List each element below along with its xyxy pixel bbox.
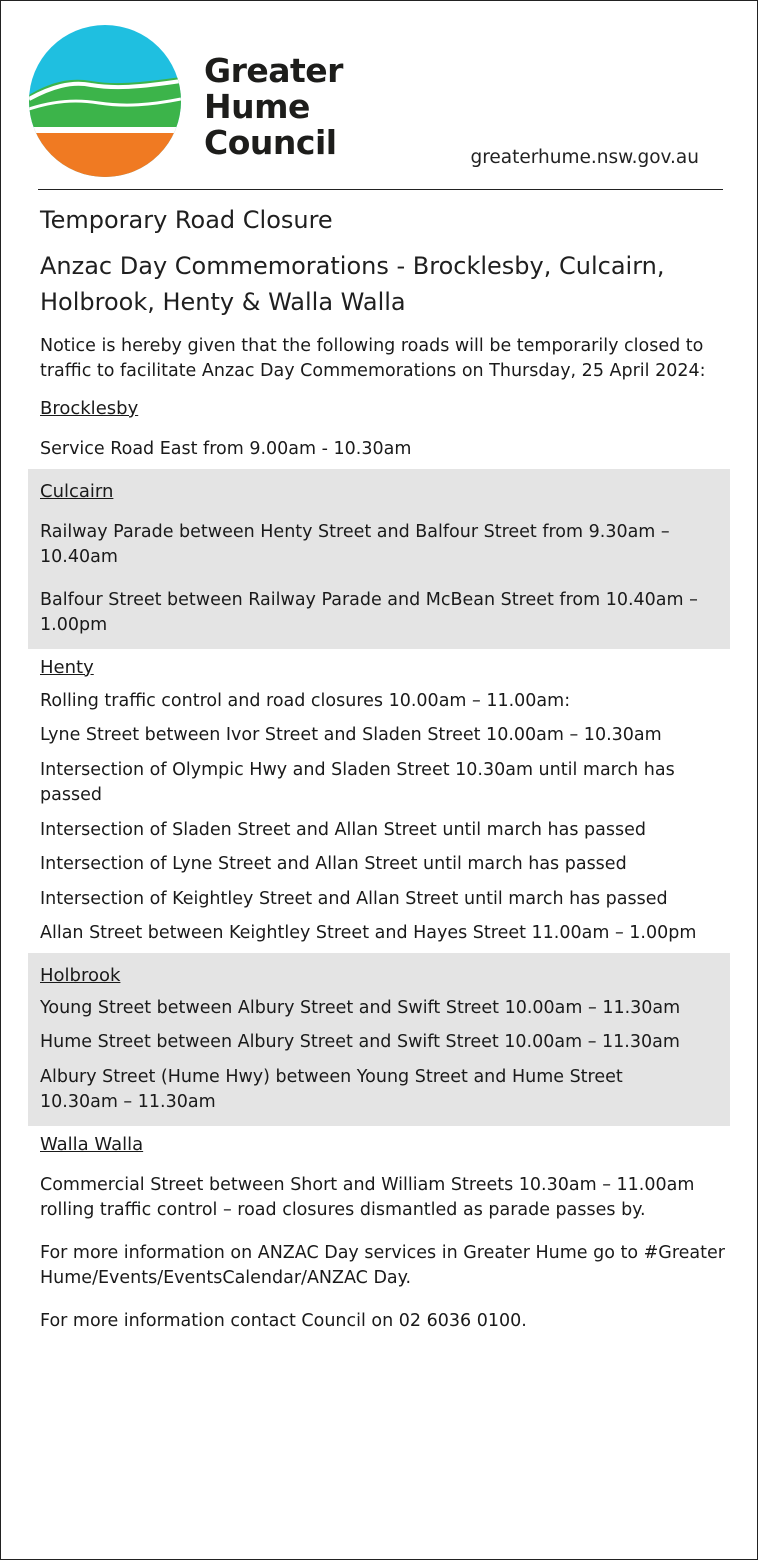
section-heading: Culcairn [40, 480, 114, 502]
closure-line: Railway Parade between Henty Street and Balfour Street from 9.30am – 10.40am [40, 521, 670, 567]
closure-line: Hume Street between Albury Street and Swift Street 10.00am – 11.30am [40, 1032, 680, 1052]
council-logo-icon [29, 25, 181, 177]
closure-line: Albury Street (Hume Hwy) between Young Street and Hume Street 10.30am – 11.30am [40, 1066, 623, 1112]
notice-content [1, 197, 757, 1334]
section-heading: Holbrook [40, 964, 121, 986]
section-brocklesby [1, 384, 757, 469]
section-heading: Henty [40, 656, 94, 678]
closure-line: Service Road East from 9.00am - 10.30am [40, 439, 412, 459]
wordmark-line-1: Greater [204, 51, 343, 90]
wordmark-line-3: Council [204, 123, 337, 162]
closure-line: Young Street between Albury Street and Swift Street 10.00am – 11.30am [40, 997, 681, 1018]
section-heading: Walla Walla [40, 1133, 144, 1155]
closure-line: Rolling traffic control and road closures 10.00am – 11.00am: [40, 690, 571, 711]
section-holbrook [28, 953, 730, 1126]
website-link[interactable]: greaterhume.nsw.gov.au [470, 147, 699, 168]
closure-line: Intersection of Sladen Street and Allan Street until march has passed [40, 819, 646, 840]
header-divider [38, 189, 723, 190]
council-wordmark [204, 53, 343, 161]
closure-line: Intersection of Lyne Street and Allan Street until march has passed [40, 854, 627, 874]
contact-info: For more information contact Council on 02 6036 0100. [40, 1310, 527, 1331]
header [1, 1, 757, 191]
closure-line: Lyne Street between Ivor Street and Sladen Street 10.00am – 10.30am [40, 725, 662, 745]
more-info-services: For more information on ANZAC Day services in Greater Hume go to #Greater Hume/Events/EventsCalendar/ANZAC Day. [40, 1242, 725, 1288]
closure-line: Intersection of Olympic Hwy and Sladen Street 10.30am until march has passed [40, 759, 675, 805]
notice-intro: Notice is hereby given that the following roads will be temporarily closed to traffic to facilitate Anzac Day Commemorations on Thursday, 25 April 2024: [40, 336, 706, 381]
wordmark-line-2: Hume [204, 87, 310, 126]
closure-line: Commercial Street between Short and William Streets 10.30am – 11.00am rolling traffic control – road closures dismantled as parade passes by. [40, 1174, 695, 1220]
section-henty [1, 649, 757, 953]
closure-line: Intersection of Keightley Street and Allan Street until march has passed [40, 888, 668, 909]
notice-title: Temporary Road Closure [40, 206, 333, 234]
section-heading: Brocklesby [40, 398, 139, 419]
section-culcairn [28, 469, 730, 649]
notice-subtitle: Anzac Day Commemorations - Brocklesby, Culcairn, Holbrook, Henty & Walla Walla [40, 252, 665, 316]
section-walla-walla [1, 1126, 757, 1335]
closure-line: Allan Street between Keightley Street and Hayes Street 11.00am – 1.00pm [40, 923, 697, 943]
closure-line: Balfour Street between Railway Parade and McBean Street from 10.40am – 1.00pm [40, 589, 698, 635]
